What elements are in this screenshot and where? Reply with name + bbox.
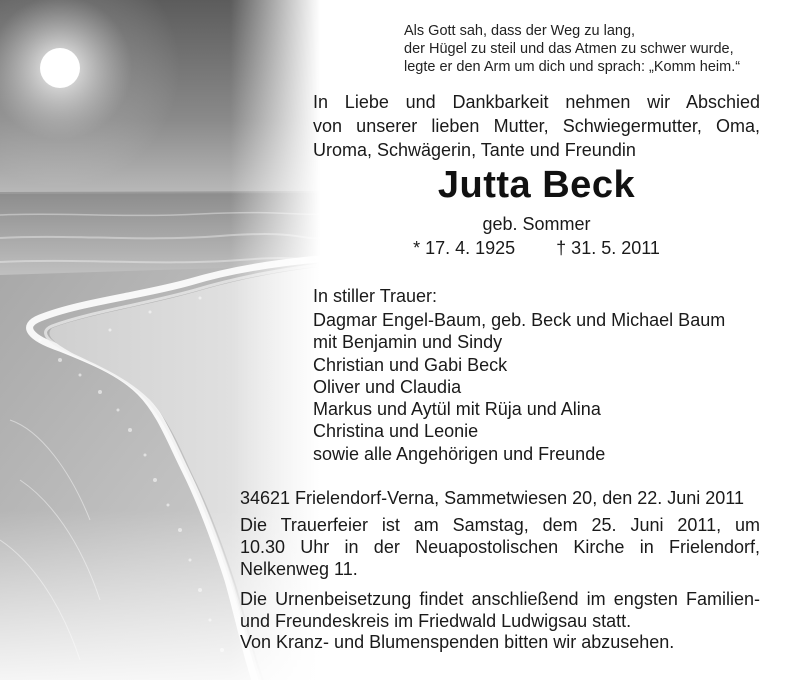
birth-date: * 17. 4. 1925	[413, 238, 516, 258]
quote-line: legte er den Arm um dich und sprach: „Komm heim.“	[404, 59, 741, 75]
urn-line: und Freundeskreis im Friedwald Ludwigsau statt.	[240, 611, 632, 631]
intro-line: In Liebe und Dankbarkeit nehmen wir Abschied	[313, 92, 760, 112]
quote	[404, 22, 774, 76]
urn-burial-info	[240, 588, 760, 632]
flowers-note	[240, 631, 760, 653]
mourner-line: Dagmar Engel-Baum, geb. Beck und Michael Baum	[313, 310, 726, 330]
funeral-line: 10.30 Uhr in der Neuapostolischen Kirche in Frielendorf,	[240, 537, 760, 557]
intro-line: Uroma, Schwägerin, Tante und Freundin	[313, 140, 636, 160]
quote-line: Als Gott sah, dass der Weg zu lang,	[404, 23, 636, 39]
mourner-line: mit Benjamin und Sindy	[313, 332, 503, 353]
mourner-line: Christina und Leonie	[313, 421, 479, 442]
deceased-name: Jutta Beck	[437, 164, 636, 206]
mourner-line: Markus und Aytül mit Rüja und Alina	[313, 399, 601, 420]
intro-text	[313, 90, 760, 162]
place-date: 34621 Frielendorf-Verna, Sammetwiesen 20, den 22. Juni 2011	[240, 488, 744, 508]
urn-line: Die Urnenbeisetzung findet anschließend im engsten Familien-	[240, 589, 760, 609]
death-date: † 31. 5. 2011	[556, 238, 660, 258]
quote-line: der Hügel zu steil und das Atmen zu schwer wurde,	[404, 41, 734, 57]
life-dates	[313, 236, 760, 260]
mourner-line: Oliver und Claudia	[313, 376, 462, 397]
mourner-line: Christian und Gabi Beck	[313, 354, 508, 375]
mourner-line: sowie alle Angehörigen und Freunde	[313, 443, 606, 464]
flowers-line: Von Kranz- und Blumenspenden bitten wir abzusehen.	[240, 632, 675, 652]
funeral-line: Die Trauerfeier ist am Samstag, dem 25. Juni 2011, um	[240, 515, 760, 535]
mourners-list	[313, 309, 773, 465]
funeral-info	[240, 514, 760, 580]
mourning-label: In stiller Trauer:	[313, 286, 438, 306]
intro-line: von unserer lieben Mutter, Schwiegermutter, Oma,	[313, 116, 760, 136]
maiden-name: geb. Sommer	[482, 214, 591, 234]
funeral-line: Nelkenweg 11.	[240, 559, 358, 579]
